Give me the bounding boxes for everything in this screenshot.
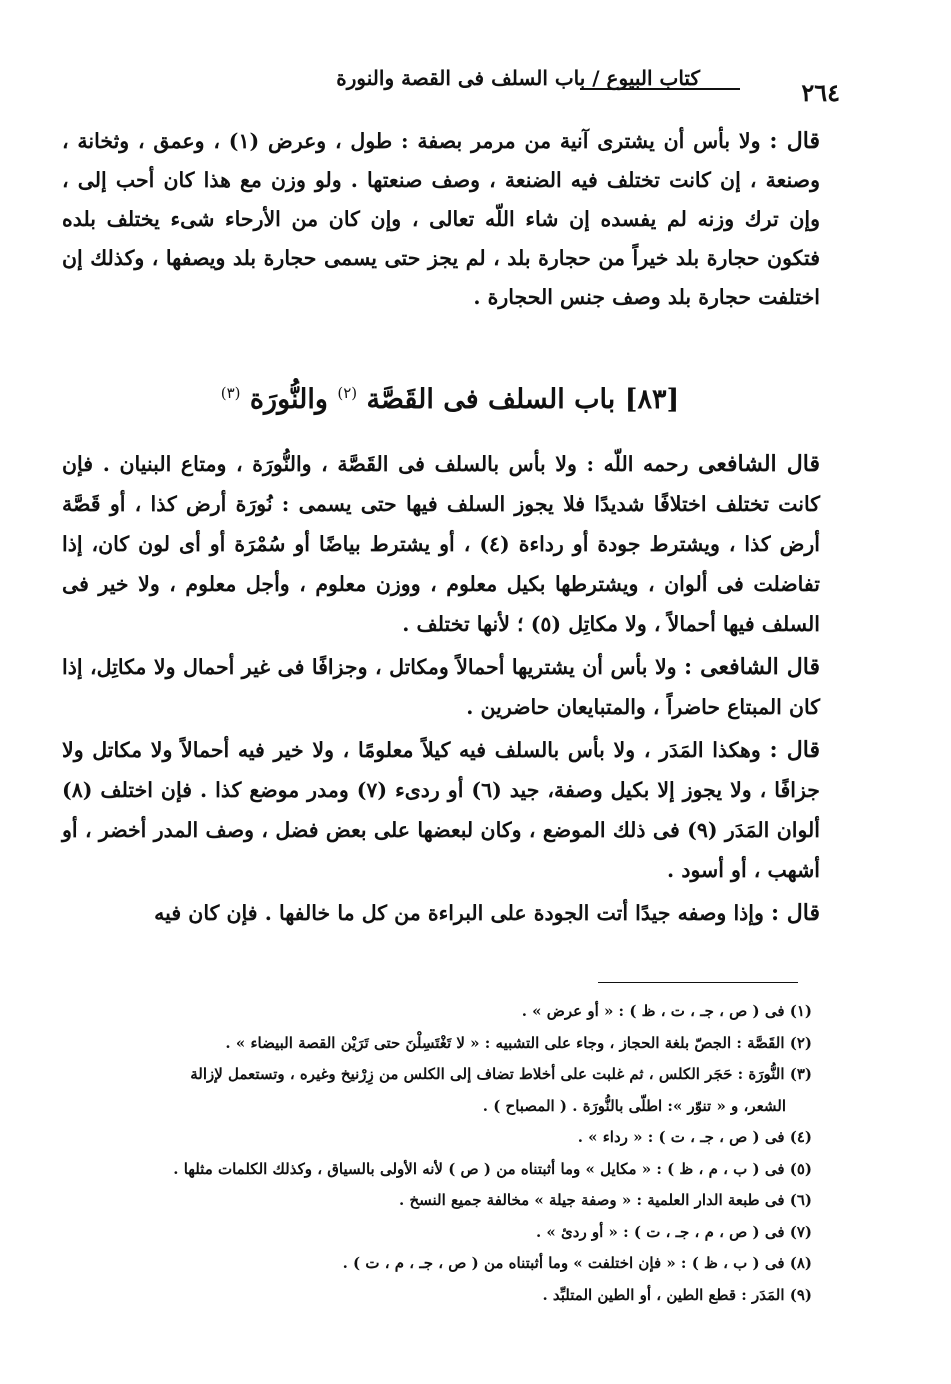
footnote: (٣) النُّورَة : حَجَر الكلس ، ثم غلبت على أخلاط تضاف إلى الكلس من زِرْنيخ وغيره ، وتستعمل لإزالة: [190, 1065, 812, 1083]
chapter-heading: [120, 384, 780, 415]
paragraph-lead: قال :: [771, 900, 820, 926]
paragraph-lead: قال :: [769, 737, 821, 763]
paragraph: [62, 893, 820, 933]
paragraph-text: ولا بأس أن يشترى آنية من مرمر بصفة : طول ، وعرض (١) ، وعمق ، وثخانة ، وصنعة ، إن كانت تختلف فيه الضنعة ، وصف صنعتها . ولو وزن مع هذا كان أحب إلى ، وإن ترك وزنه لم يفسده إن شاء اللّه تعالى ، وإن كان من الأرحاء شىء يختلف بلده فتكون حجارة بلد خيراً من حجارة بلد ، لم يجز حتى يسمى حجارة بلد ويصفها ، وكذلك إن اختلفت حجارة بلد وصف جنس الحجارة .: [62, 129, 820, 309]
chapter-title-prefix: [٨٣] باب السلف فى القَصَّة: [366, 384, 680, 415]
chapter-title-mid: والنُّورَة: [249, 384, 328, 415]
footnote-ref: (٢): [337, 384, 358, 402]
footnote: (٥) فى ( ب ، م ، ظ ) : « مكايل » وما أثبتناه من ( ص ) لأنه الأولى بالسياق ، وكذلك الكلمات مثلها .: [173, 1159, 812, 1178]
footnote: (٦) فى طبعة الدار العلمية : « وصفة جيلة » مخالفة جميع النسخ .: [399, 1191, 812, 1209]
running-title: كتاب البيوع / باب السلف فى القصة والنورة: [336, 66, 700, 90]
paragraph-lead: قال :: [769, 128, 820, 154]
page-number: ٢٦٤: [801, 78, 840, 107]
paragraph: [62, 647, 820, 727]
footnote-separator: [598, 982, 798, 983]
section-2-text: [62, 444, 820, 933]
section-1-text: [62, 122, 820, 317]
paragraph-text: وإذا وصفه جيدًا أتت الجودة على البراءة من كل ما خالفها . فإن كان فيه: [154, 901, 764, 925]
footnote: (٧) فى ( ص ، م ، جـ ، ت ) : « أو ردئ » .: [535, 1222, 812, 1241]
paragraph-lead: قال الشافعى: [698, 451, 820, 477]
footnote: (٢) القَصَّة : الجصّ بلغة الحجاز ، وجاء على التشبيه : « لا تَغْتَسِلْنَ حتى تَرَيْن القصة البيضاء » .: [225, 1033, 812, 1052]
footnote-ref: (٣): [220, 384, 241, 402]
footnote-continuation: الشعر، و « تنوّر »: اطلّى بالنُّورَة . ( المصباح ) .: [482, 1096, 786, 1115]
paragraph-text: رحمه اللّه : ولا بأس بالسلف فى القَصَّة ، والنُّورَة ، ومتاع البنيان . فإن كانت تختلف اختلافًا شديدًا فلا يجوز السلف فيها حتى يسمى : نُورَة أرض كذا ، أو قَصَّة أرض كذا ، ويشترط جودة أو رداءة (٤) ، أو يشترط بياضًا أو سُمْرَة أو أى لون كان، إذا تفاضلت فى ألوان ، ويشترطها بكيل معلوم ، ووزن معلوم ، وأجل معلوم ، ولا خير فى السلف فيها أحمالاً ، ولا مكاتِل (٥) ؛ لأنها تختلف .: [62, 452, 820, 636]
paragraph: [62, 730, 820, 890]
paragraph-text: وهكذا المَدَر ، ولا بأس بالسلف فيه كيلاً معلومًا ، ولا خير فيه أحمالاً ولا مكاتل ولا جزافًا ، ولا يجوز إلا بكيل وصفة، جيد (٦) أو ردىء (٧) ومدر موضع كذا . فإن اختلف (٨) ألوان المَدَر (٩) فى ذلك الموضع ، وكان لبعضها على بعض فضل ، وصف المدر أخضر ، أو أشهب ، أو أسود .: [62, 738, 820, 882]
paragraph: [62, 444, 820, 644]
footnote: (٨) فى ( ب ، ظ ) : « فإن اختلفت » وما أثبتناه من ( ص ، جـ ، م ، ت ) .: [342, 1254, 812, 1272]
footnote: (٤) فى ( ص ، جـ ، ت ) : « رداء » .: [577, 1128, 812, 1146]
paragraph-text: ولا بأس أن يشتريها أحمالاً ومكاتل ، وجزافًا فى غير أحمال ولا مكاتِل، إذا كان المبتاع حاضراً ، والمتبايعان حاضرين .: [62, 655, 820, 719]
footnote: (١) فى ( ص ، جـ ، ت ، ظ ) : « أو عرض » .: [521, 1002, 812, 1020]
paragraph: [62, 122, 820, 317]
header-rule: [580, 88, 740, 90]
paragraph-lead: قال الشافعى :: [684, 654, 820, 680]
running-header: [60, 66, 840, 106]
footnote: (٩) المَدَر : قطع الطين ، أو الطين المتلبِّد .: [542, 1285, 812, 1304]
footnotes: [52, 996, 812, 1311]
